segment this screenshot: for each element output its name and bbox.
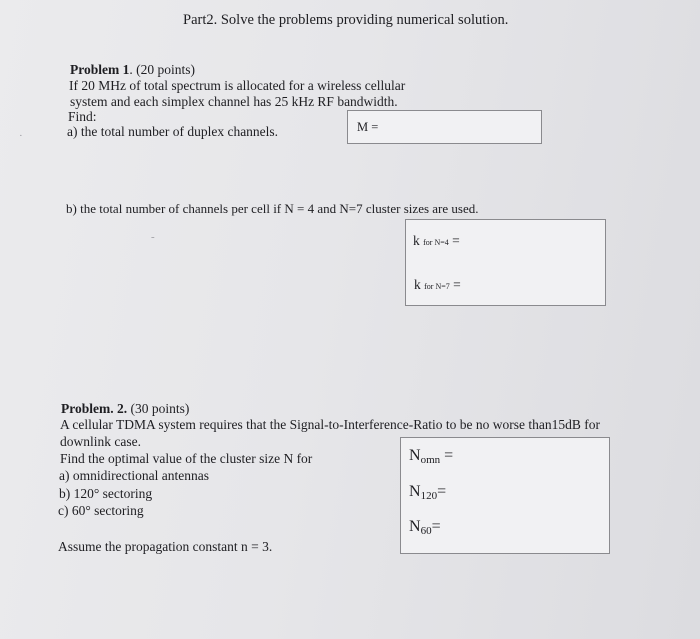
problem2-title: Problem. 2. <box>61 401 128 416</box>
n-omn-row <box>409 448 453 465</box>
n-60-row <box>409 519 441 536</box>
answer-box-k[interactable] <box>405 219 606 306</box>
k-n7-sub: for N=7 <box>424 282 450 291</box>
problem1-find: Find: <box>68 109 97 124</box>
answer-box-n[interactable] <box>400 437 610 554</box>
problem1-line1: If 20 MHz of total spectrum is allocated for a wireless cellular <box>69 78 406 93</box>
n-60-eq: = <box>431 518 441 535</box>
problem2-heading <box>61 401 189 417</box>
answer-box-m[interactable] <box>347 110 542 144</box>
problem1-part-a: a) the total number of duplex channels. <box>67 124 279 139</box>
n-60-label: N <box>409 518 421 535</box>
problem2-line3: Find the optimal value of the cluster size N for <box>60 451 313 466</box>
k-n7-eq: = <box>453 277 461 292</box>
problem2-opt-a: a) omnidirectional antennas <box>59 468 209 483</box>
problem2-line2: downlink case. <box>60 434 141 449</box>
k-n4-eq: = <box>452 233 460 248</box>
k-n7-label: k <box>414 277 421 292</box>
k-n4-sub: for N=4 <box>423 238 449 247</box>
n-120-sub: 120 <box>420 490 438 502</box>
k-n7-row <box>414 277 461 295</box>
n-120-eq: = <box>437 483 447 500</box>
problem2-line1: A cellular TDMA system requires that the Signal-to-Interference-Ratio to be no worse than15dB for <box>60 417 600 432</box>
stray-mark: · <box>19 130 23 142</box>
problem2-assume: Assume the propagation constant n = 3. <box>58 539 273 554</box>
problem1-points: . (20 points) <box>129 62 195 77</box>
problem1-part-b: b) the total number of channels per cell if N = 4 and N=7 cluster sizes are used. <box>66 201 479 216</box>
problem2-opt-b: b) 120° sectoring <box>59 486 153 501</box>
problem2-points: (30 points) <box>127 401 190 416</box>
n-omn-label: N <box>409 447 421 464</box>
stray-mark: - <box>151 231 155 243</box>
k-n4-row <box>413 233 460 251</box>
n-120-row <box>409 484 446 501</box>
page-heading: Part2. Solve the problems providing numerical solution. <box>183 12 509 28</box>
problem1-line2: system and each simplex channel has 25 kHz RF bandwidth. <box>70 94 398 109</box>
n-omn-eq: = <box>444 447 454 464</box>
answer-m-label: M = <box>357 120 379 134</box>
problem1-title: Problem 1 <box>70 62 130 77</box>
problem1-heading <box>70 62 195 78</box>
n-120-label: N <box>409 483 421 500</box>
n-omn-sub: omn <box>420 454 441 466</box>
problem2-opt-c: c) 60° sectoring <box>58 503 144 518</box>
k-n4-label: k <box>413 233 420 248</box>
n-60-sub: 60 <box>420 525 432 537</box>
